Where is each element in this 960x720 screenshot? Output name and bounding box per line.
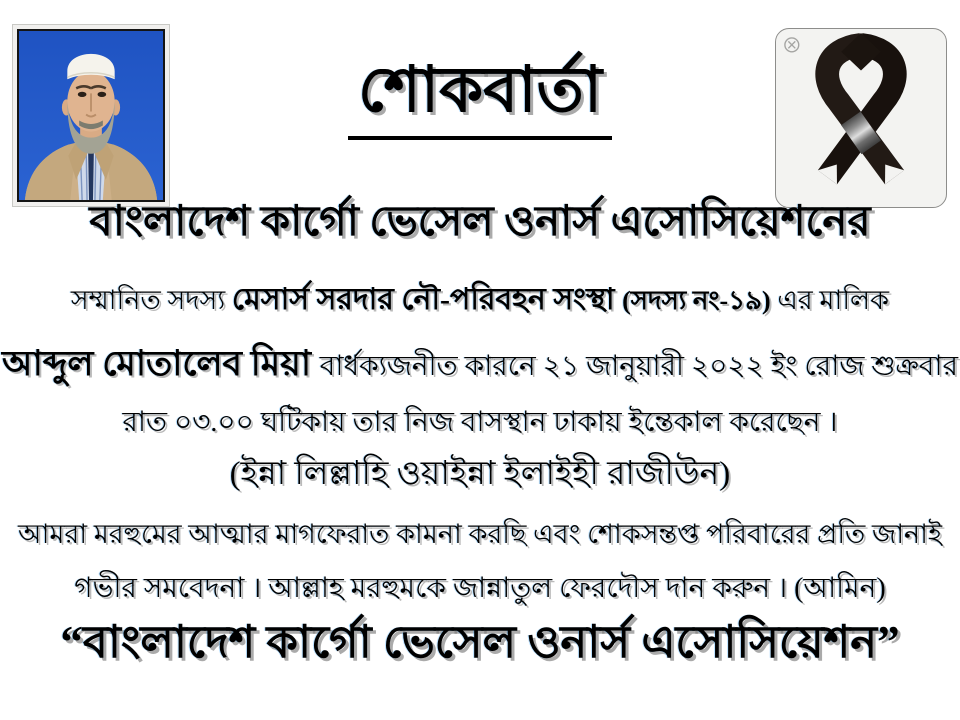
member-prefix-text: সম্মানিত সদস্য [70, 285, 232, 315]
company-name-text: মেসার্স সরদার নৌ-পরিবহন সংস্থা [231, 283, 623, 316]
member-info-line [0, 280, 960, 321]
deceased-name-text: আব্দুল মোতালেব মিয়া [1, 344, 320, 383]
page-title: শোকবার্তা [348, 54, 612, 140]
condolence-line-1: আমরা মরহুমের আত্মার মাগফেরাত কামনা করছি এবং শোকসন্তপ্ত পরিবারের প্রতি জানাই [17, 519, 943, 549]
condolence-line-2: গভীর সমবেদনা । আল্লাহ মরহুমকে জান্নাতুল ফেরদৌস দান করুন । (আমিন) [74, 573, 886, 604]
watermark-icon [785, 38, 799, 52]
death-date-text: বার্ধক্যজনীত কারনে ২১ জানুয়ারী ২০২২ ইং রোজ শুক্রবার [319, 351, 958, 382]
death-time-line: রাত ০৩.০০ ঘটিকায় তার নিজ বাসস্থান ঢাকায় ইন্তেকাল করেছেন । [122, 407, 838, 438]
signature-line: “বাংলাদেশ কার্গো ভেসেল ওনার্স এসোসিয়েশন” [60, 617, 900, 667]
member-number-text: (সদস্য নং-১৯) [622, 286, 771, 315]
member-suffix-text: এর মালিক [770, 285, 890, 315]
death-details-line [0, 340, 960, 387]
dua-line: (ইন্না লিল্লাহি ওয়াইন্না ইলাইহী রাজীউন) [229, 456, 731, 492]
association-name-line: বাংলাদেশ কার্গো ভেসেল ওনার্স এসোসিয়েশনের [89, 199, 871, 245]
